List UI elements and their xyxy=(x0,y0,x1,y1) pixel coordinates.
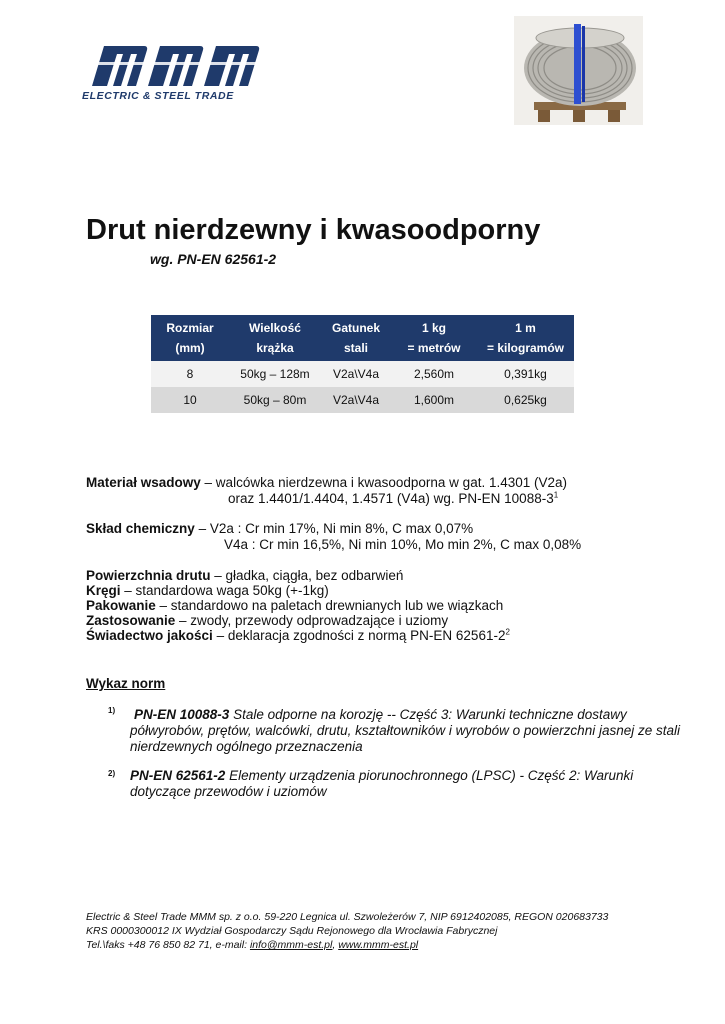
page-footer xyxy=(86,910,608,952)
table-cell: 2,560m xyxy=(413,367,455,381)
footer-company: Electric & Steel Trade MMM sp. z o.o. 59-220 Legnica ul. Szwoleżerów 7, NIP 6912402085, REGON 020683733 xyxy=(86,911,609,923)
spec-value: – deklaracja zgodności z normą PN-EN 62561-2 xyxy=(212,628,506,643)
norm-text: dotyczące przewodów i uziomów xyxy=(130,784,327,799)
footnote-ref: 2 xyxy=(505,627,510,637)
header-coil: Wielkość krążka xyxy=(249,321,301,355)
norms-heading: Wykaz norm xyxy=(86,676,166,691)
page-subtitle: wg. PN-EN 62561-2 xyxy=(150,251,277,267)
spec-certificate xyxy=(86,628,510,644)
spec-material-cont xyxy=(228,491,558,507)
table-row xyxy=(151,361,574,387)
table-cell: 8 xyxy=(186,367,194,381)
norm-text: Stale odporne na korozję -- Część 3: Warunki techniczne dostawy xyxy=(229,707,627,722)
spec-label: Kręgi xyxy=(86,583,121,598)
spec-value: oraz 1.4401/1.4404, 1.4571 (V4a) wg. PN-EN 10088-3 xyxy=(228,491,554,506)
footnote-marker: 1) xyxy=(108,706,116,715)
spec-label: Materiał wsadowy xyxy=(86,475,201,490)
table-cell: 0,391kg xyxy=(504,367,547,381)
spec-label: Skład chemiczny xyxy=(86,521,195,536)
spec-value: – standardowa waga 50kg (+-1kg) xyxy=(120,583,329,598)
product-table xyxy=(151,315,574,413)
page-title: Drut nierdzewny i kwasoodporny xyxy=(86,214,541,246)
spec-packing xyxy=(86,598,503,614)
footer-contact: Tel.\faks +48 76 850 82 71, e-mail: info@mmm-est.pl, www.mmm-est.pl xyxy=(86,939,419,951)
table-cell: 1,600m xyxy=(413,393,455,407)
spec-chemistry xyxy=(86,521,473,537)
spec-label: Pakowanie xyxy=(86,598,156,613)
table-cell: V2a\V4a xyxy=(332,367,380,381)
email-link[interactable]: info@mmm-est.pl xyxy=(249,939,333,951)
spec-label: Świadectwo jakości xyxy=(86,628,213,643)
website-link[interactable]: www.mmm-est.pl xyxy=(338,939,419,951)
norm-item-2 xyxy=(130,768,690,800)
table-cell: 10 xyxy=(183,393,197,407)
table-row xyxy=(151,387,574,413)
spec-label: Zastosowanie xyxy=(86,613,176,628)
table-cell: 50kg – 80m xyxy=(243,393,307,407)
footer-registry: KRS 0000300012 IX Wydział Gospodarczy Sądu Rejonowego dla Wrocławia Fabrycznej xyxy=(86,925,498,937)
header-per-kg: 1 kg = metrów xyxy=(407,321,461,355)
logo-tagline: ELECTRIC & STEEL TRADE xyxy=(82,90,234,102)
table-cell: 0,625kg xyxy=(504,393,547,407)
spec-surface xyxy=(86,568,403,584)
spec-value: – zwody, przewody odprowadzające i uziomy xyxy=(175,613,449,628)
table-cell: 50kg – 128m xyxy=(240,367,310,381)
spec-value: – walcówka nierdzewna i kwasoodporna w gat. 1.4301 (V2a) xyxy=(200,475,568,490)
footnote-marker: 2) xyxy=(108,769,116,778)
spec-label: Powierzchnia drutu xyxy=(86,568,211,583)
spec-coils xyxy=(86,583,329,599)
spec-material xyxy=(86,475,567,491)
norm-code: PN-EN 10088-3 xyxy=(134,707,230,722)
spec-value: – standardowo na paletach drewnianych lub we wiązkach xyxy=(155,598,504,613)
spec-value: V4a : Cr min 16,5%, Ni min 10%, Mo min 2%, C max 0,08% xyxy=(224,537,582,552)
table-header xyxy=(151,315,574,361)
spec-value: – V2a : Cr min 17%, Ni min 8%, C max 0,07% xyxy=(194,521,474,536)
spec-chemistry-cont xyxy=(224,537,581,553)
header-grade: Gatunek stali xyxy=(331,321,380,355)
footnote-ref: 1 xyxy=(553,490,559,500)
table-cell: V2a\V4a xyxy=(332,393,380,407)
header-size: Rozmiar (mm) xyxy=(166,321,214,355)
norm-text: Elementy urządzenia piorunochronnego (LPSC) - Część 2: Warunki xyxy=(225,768,634,783)
norm-text: nierdzewnych ogólnego przeznaczenia xyxy=(130,739,363,754)
header-per-m: 1 m = kilogramów xyxy=(486,321,565,355)
wire-coil-photo xyxy=(514,16,643,125)
norm-text: półwyrobów, prętów, walcówki, drutu, kształtowników i wyrobów o powierzchni jasnej ze stali xyxy=(130,723,680,738)
spec-value: – gładka, ciągła, bez odbarwień xyxy=(210,568,404,583)
spec-use xyxy=(86,613,448,629)
norm-item-1 xyxy=(130,707,690,755)
norm-code: PN-EN 62561-2 xyxy=(130,768,226,783)
